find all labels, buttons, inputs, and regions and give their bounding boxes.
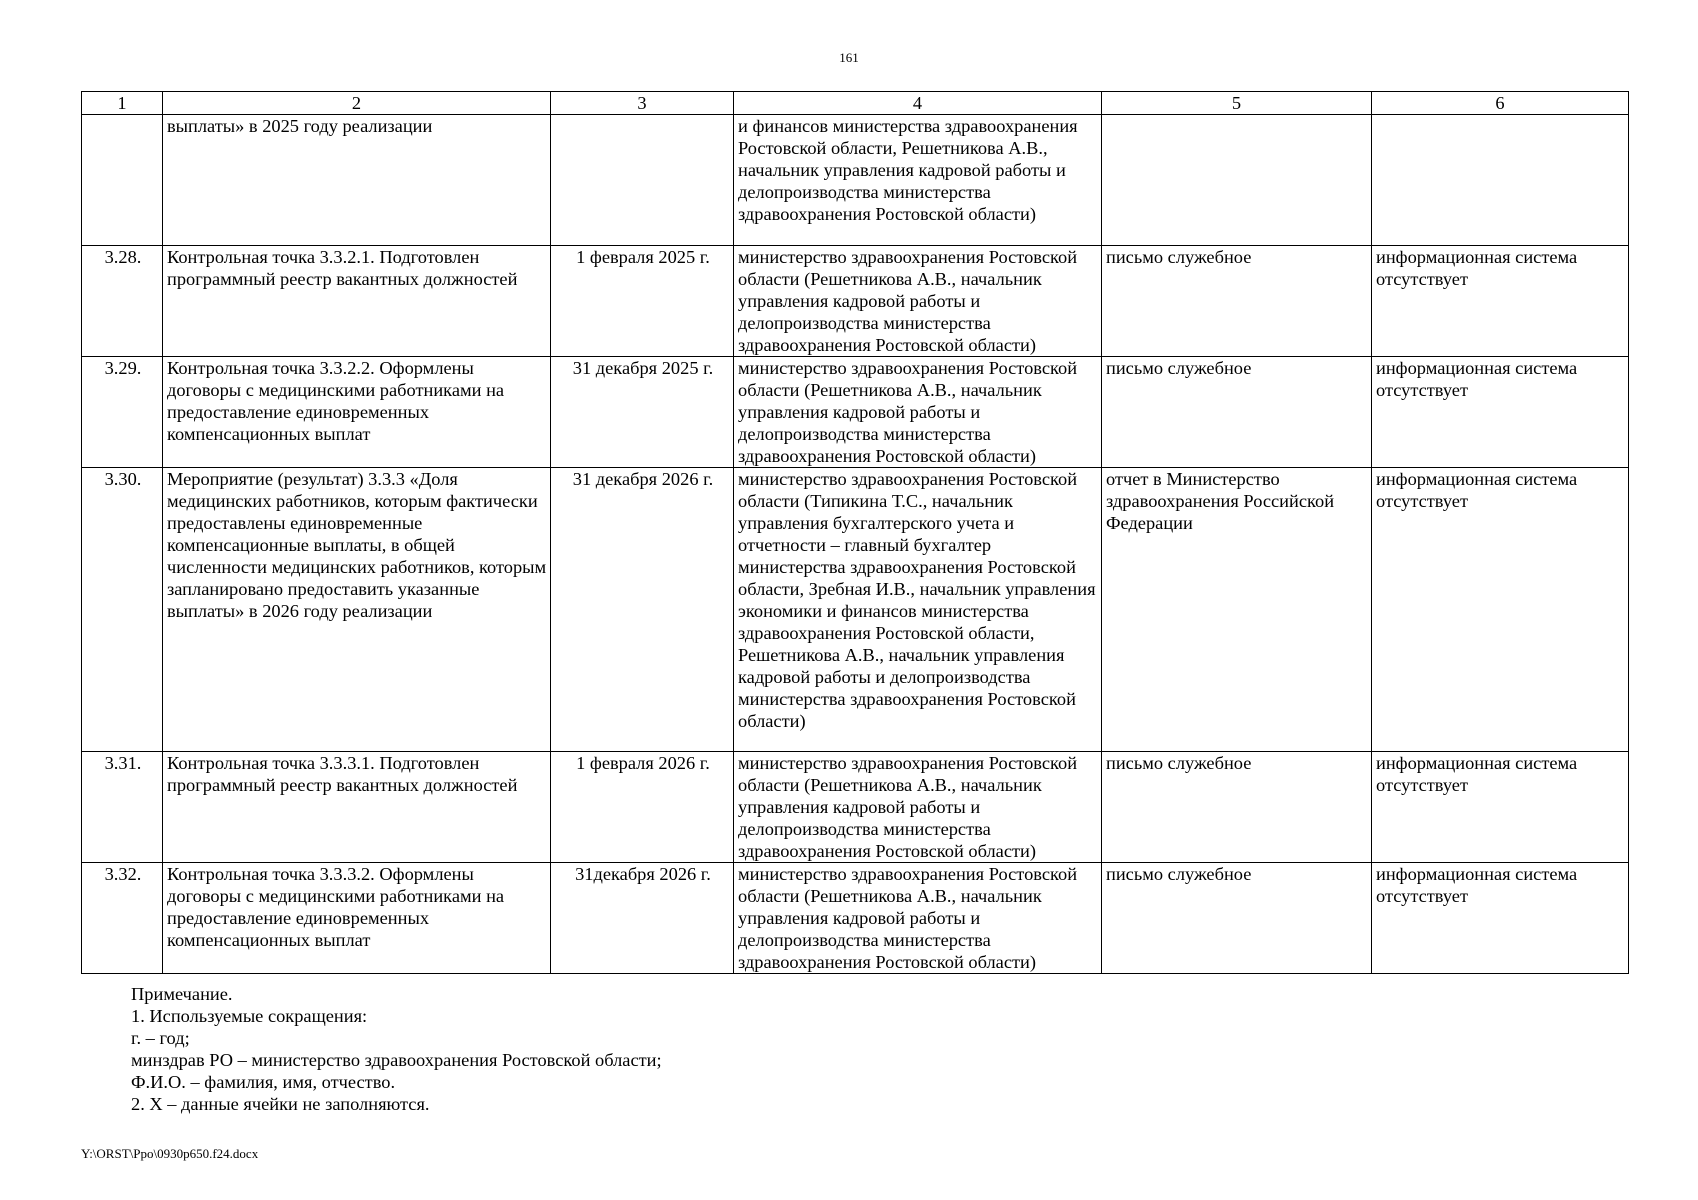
- header-col-1: 1: [82, 92, 163, 115]
- table-header-row: [82, 92, 1629, 115]
- footnote-line: Ф.И.О. – фамилия, имя, отчество.: [131, 1072, 396, 1092]
- page-number: 161: [839, 50, 859, 65]
- table-row: [82, 246, 1629, 357]
- measures-table: [81, 91, 1629, 974]
- row-number: 3.31.: [82, 752, 163, 863]
- row-name: Контрольная точка 3.3.2.1. Подготовлен программный реестр вакантных должностей: [163, 246, 551, 357]
- row-date: 31 декабря 2026 г.: [551, 468, 734, 752]
- row-document: отчет в Министерство здравоохранения Российской Федерации: [1102, 468, 1372, 752]
- file-path: Y:\ORST\Ppo\0930p650.f24.docx: [81, 1146, 259, 1161]
- row-system: информационная система отсутствует: [1372, 863, 1629, 974]
- row-date: 31 декабря 2025 г.: [551, 357, 734, 468]
- header-col-2: 2: [163, 92, 551, 115]
- row-system: информационная система отсутствует: [1372, 357, 1629, 468]
- row-date: 31декабря 2026 г.: [551, 863, 734, 974]
- row-system: [1372, 115, 1629, 246]
- footnote: [131, 983, 662, 1115]
- row-number: 3.30.: [82, 468, 163, 752]
- row-responsible: министерство здравоохранения Ростовской области (Решетникова А.В., начальник управления кадровой работы и делопроизводства министерства здравоохранения Ростовской области): [734, 752, 1102, 863]
- row-system: информационная система отсутствует: [1372, 752, 1629, 863]
- row-number: 3.29.: [82, 357, 163, 468]
- row-name: Контрольная точка 3.3.3.1. Подготовлен программный реестр вакантных должностей: [163, 752, 551, 863]
- row-responsible: и финансов министерства здравоохранения Ростовской области, Решетникова А.В., начальник управления кадровой работы и делопроизводства министерства здравоохранения Ростовской области): [734, 115, 1102, 246]
- row-system: информационная система отсутствует: [1372, 246, 1629, 357]
- table-row: [82, 752, 1629, 863]
- header-col-6: 6: [1372, 92, 1629, 115]
- row-number: 3.32.: [82, 863, 163, 974]
- row-document: [1102, 115, 1372, 246]
- row-document: письмо служебное: [1102, 752, 1372, 863]
- footnote-line: минздрав РО – министерство здравоохранения Ростовской области;: [131, 1050, 662, 1070]
- row-name: Контрольная точка 3.3.2.2. Оформлены договоры с медицинскими работниками на предоставление единовременных компенсационных выплат: [163, 357, 551, 468]
- row-number: [82, 115, 163, 246]
- table-row: [82, 468, 1629, 752]
- row-name: выплаты» в 2025 году реализации: [163, 115, 551, 246]
- footnote-line: 2. Х – данные ячейки не заполняются.: [131, 1094, 430, 1114]
- footnote-title: Примечание.: [131, 984, 233, 1004]
- row-date: 1 февраля 2026 г.: [551, 752, 734, 863]
- row-responsible: министерство здравоохранения Ростовской области (Решетникова А.В., начальник управления кадровой работы и делопроизводства министерства здравоохранения Ростовской области): [734, 863, 1102, 974]
- footnote-line: г. – год;: [131, 1028, 190, 1048]
- row-document: письмо служебное: [1102, 863, 1372, 974]
- table-row: [82, 863, 1629, 974]
- table-row: [82, 357, 1629, 468]
- row-responsible: министерство здравоохранения Ростовской области (Типикина Т.С., начальник управления бухгалтерского учета и отчетности – главный бухгалтер министерства здравоохранения Ростовской области, Зребная И.В., начальник управления экономики и финансов министерства здравоохранения Ростовской области, Решетникова А.В., начальник управления кадровой работы и делопроизводства министерства здравоохранения Ростовской области): [734, 468, 1102, 752]
- table-row: [82, 115, 1629, 246]
- row-system: информационная система отсутствует: [1372, 468, 1629, 752]
- header-col-3: 3: [551, 92, 734, 115]
- footnote-line: 1. Используемые сокращения:: [131, 1006, 368, 1026]
- row-responsible: министерство здравоохранения Ростовской области (Решетникова А.В., начальник управления кадровой работы и делопроизводства министерства здравоохранения Ростовской области): [734, 246, 1102, 357]
- row-name: Контрольная точка 3.3.3.2. Оформлены договоры с медицинскими работниками на предоставление единовременных компенсационных выплат: [163, 863, 551, 974]
- row-document: письмо служебное: [1102, 246, 1372, 357]
- row-date: 1 февраля 2025 г.: [551, 246, 734, 357]
- row-responsible: министерство здравоохранения Ростовской области (Решетникова А.В., начальник управления кадровой работы и делопроизводства министерства здравоохранения Ростовской области): [734, 357, 1102, 468]
- row-number: 3.28.: [82, 246, 163, 357]
- row-name: Мероприятие (результат) 3.3.3 «Доля медицинских работников, которым фактически предоставлены единовременные компенсационные выплаты, в общей численности медицинских работников, которым запланировано предоставить указанные выплаты» в 2026 году реализации: [163, 468, 551, 752]
- row-document: письмо служебное: [1102, 357, 1372, 468]
- header-col-5: 5: [1102, 92, 1372, 115]
- row-date: [551, 115, 734, 246]
- header-col-4: 4: [734, 92, 1102, 115]
